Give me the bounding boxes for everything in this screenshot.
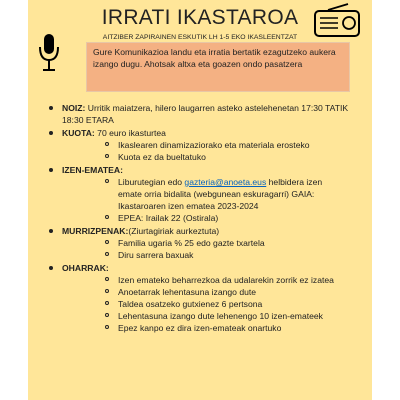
list-item-murrizpenak: [28, 225, 372, 261]
section-label: OHARRAK:: [62, 263, 109, 273]
sub-bullet-icon: [105, 179, 109, 183]
sub-list-item: Epez kanpo ez dira izen-emateak onartuko: [62, 322, 354, 334]
page-title: IRRATI IKASTAROA: [101, 6, 299, 29]
sub-bullet-icon: [105, 277, 109, 281]
sub-bullet-icon: [105, 252, 109, 256]
list-item-kuota: [28, 127, 372, 163]
sub-list-item: Liburutegian edo gazteria@anoeta.eus helbidera izen emate orria bidalita (webgunean eskuragarri) GAIA: Ikastaroaren izen ematea 2023-2024: [62, 176, 354, 212]
section-label: IZEN-EMATEA:: [62, 165, 123, 175]
list-item-oharrak: [28, 262, 372, 334]
sub-list-item: Lehentasuna izango dute lehenengo 10 izen-emateek: [62, 310, 354, 322]
section-label: MURRIZPENAK:: [62, 226, 129, 236]
section-label: NOIZ:: [62, 103, 86, 113]
sub-list-item: Kuota ez da bueltatuko: [62, 151, 354, 163]
sub-list-item: Anoetarrak lehentasuna izango dute: [62, 286, 354, 298]
sub-bullet-icon: [105, 154, 109, 158]
sub-bullet-icon: [105, 215, 109, 219]
sub-list-item: EPEA: Irailak 22 (Ostirala): [62, 212, 354, 224]
bullet-icon: [49, 266, 53, 270]
sub-bullet-icon: [105, 240, 109, 244]
sub-list-item: Familia ugaria % 25 edo gazte txartela: [62, 237, 354, 249]
info-list: [28, 102, 372, 335]
sub-bullet-icon: [105, 325, 109, 329]
list-item-izen-ematea: [28, 164, 372, 224]
sub-list-item: Izen emateko beharrezkoa da udalarekin zorrik ez izatea: [62, 274, 354, 286]
list-item-noiz: [28, 102, 372, 126]
page-subtitle: AITZIBER ZAPIRAINEN ESKUTIK LH 1-5 EKO IKASLEENTZAT: [102, 34, 298, 41]
section-text: Urritik maiatzera, hilero laugarren asteko astelehenetan 17:30 TATIK 18:30 ETARA: [62, 103, 349, 125]
sub-bullet-icon: [105, 289, 109, 293]
bullet-icon: [49, 106, 53, 110]
bullet-icon: [49, 229, 53, 233]
section-text: (Ziurtagiriak aurkeztuta): [128, 226, 220, 236]
sub-bullet-icon: [105, 142, 109, 146]
section-text: 70 euro ikasturtea: [94, 128, 166, 138]
bullet-icon: [49, 131, 53, 135]
sub-list-item: Diru sarrera baxuak: [62, 249, 354, 261]
email-link[interactable]: gazteria@anoeta.eus: [184, 177, 267, 187]
sub-list-item: Ikaslearen dinamizaziorako eta materiala erosteko: [62, 139, 354, 151]
sub-bullet-icon: [105, 313, 109, 317]
section-label: KUOTA:: [62, 128, 95, 138]
bullet-icon: [49, 168, 53, 172]
sub-bullet-icon: [105, 301, 109, 305]
intro-box: Gure Komunikazioa landu eta irratia bertatik ezagutzeko aukera izango dugu. Ahotsak altxa eta goazen ondo pasatzera: [86, 42, 350, 92]
flyer-page: [28, 0, 372, 400]
radio-icon: [312, 2, 362, 38]
sub-list-item: Taldea osatzeko gutxienez 6 pertsona: [62, 298, 354, 310]
